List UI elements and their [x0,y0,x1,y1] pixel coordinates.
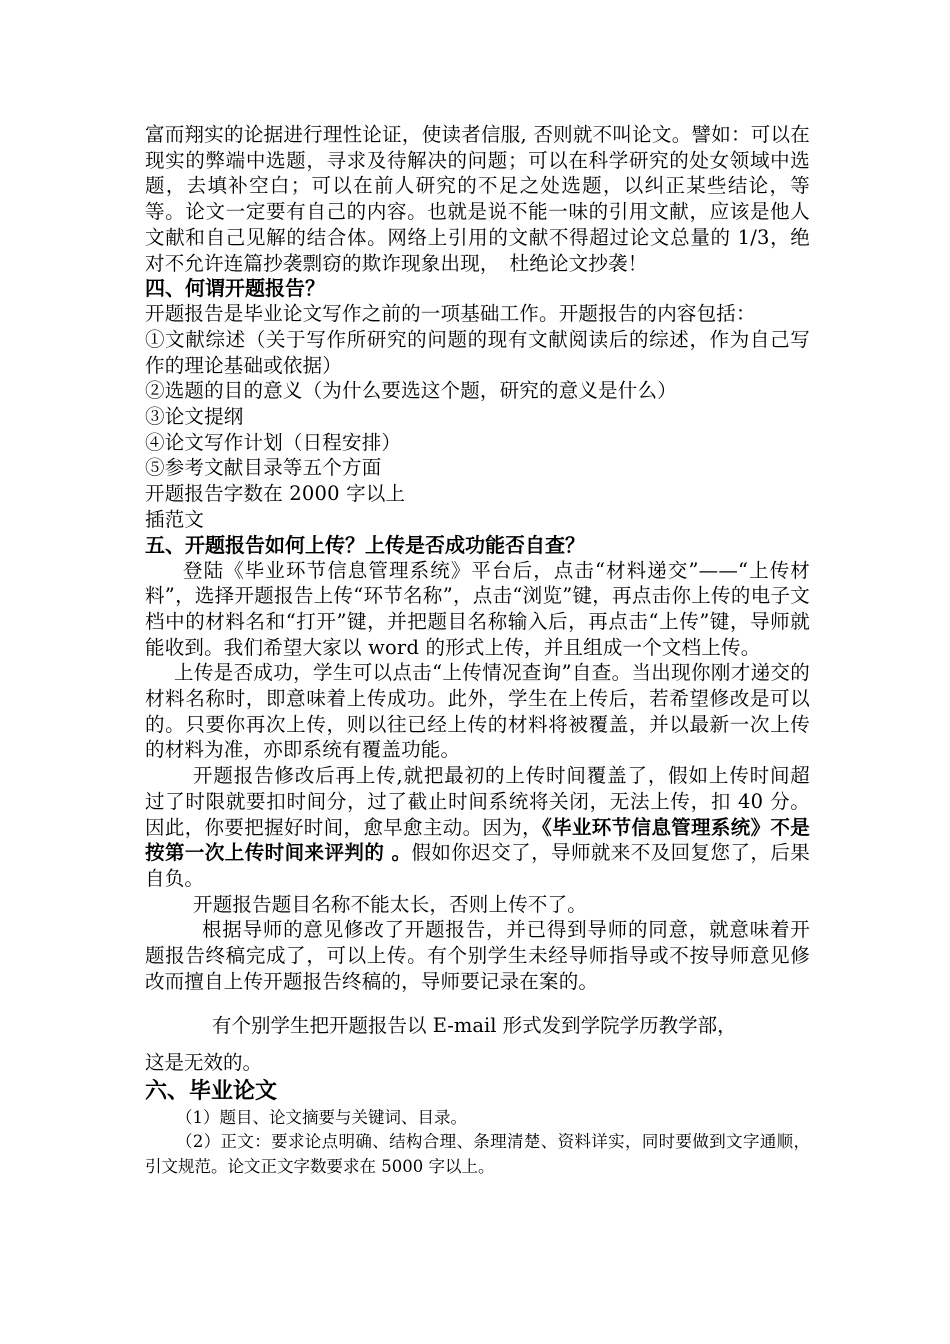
list-item-purpose: ②选题的目的意义（为什么要选这个题，研究的意义是什么） [145,379,677,403]
revision-text-c: 假如你迟交了，导师就来不及回复您了，后果自负。 [145,841,810,890]
heading-section-5: 五、开题报告如何上传？上传是否成功能否自查？ [145,532,585,557]
paragraph-argument: 富而翔实的论据进行理性论证，使读者信服, 否则就不叫论文。譬如：可以在现实的弊端中选题，寻求及待解决的问题；可以在科学研究的处女领域中选题，去填补空白；可以在前人研究的不足之处选题，以纠正某些结论，等等。论文一定要有自己的内容。也就是说不能一味的引用文献，应该是他人文献和自己见解的结合体。网络上引用的文献不得超过论文总量的 1/3，绝对不允许连篇抄袭剽窃的欺诈现象出现， 杜绝论文抄袭！ [145,123,810,275]
revision-text-bold: 《毕业环节信息管理系统》不是按第一次上传时间来评判的 。 [145,815,810,865]
list-item-literature-review: ①文献综述（关于写作所研究的问题的现有文献阅读后的综述，作为自己写作的理论基础或依据） [145,327,810,377]
paragraph-upload-steps: 登陆《毕业环节信息管理系统》平台后，点击“材料递交”——“上传材料”，选择开题报告上传“环节名称”，点击“浏览”键，再点击你上传的电子文档中的材料名和“打开”键，并把题目名称输入后，再点击“上传”键，导师就能收到。我们希望大家以 word 的形式上传，并且组成一个文档上传。 [145,558,810,659]
list-item-body-text: （2）正文：要求论点明确、结构合理、条理清楚、资料详实，同时要做到文字通顺，引文规范。论文正文字数要求在 5000 字以上。 [145,1132,810,1176]
paragraph-invalid-note: 这是无效的。 [145,1051,263,1075]
paragraph-email-note: 有个别学生把开题报告以 E-mail 形式发到学院学历教学部， [212,1013,737,1037]
paragraph-title-length: 开题报告题目名称不能太长，否则上传不了。 [193,892,588,916]
paragraph-final-draft: 根据导师的意见修改了开题报告，并已得到导师的同意，就意味着开题报告终稿完成了，可以上传。有个别学生未经导师指导或不按导师意见修改而擅自上传开题报告终稿的，导师要记录在案的。 [145,918,810,993]
list-item-plan: ④论文写作计划（日程安排） [145,430,402,454]
document-page [145,122,810,1179]
paragraph-upload-check: 上传是否成功，学生可以点击“上传情况查询”自查。当出现你刚才递交的材料名称时，即意味着上传成功。此外，学生在上传后，若希望修改是可以的。只要你再次上传，则以往已经上传的材料将被覆盖，并以最新一次上传的材料为准，亦即系统有覆盖功能。 [145,661,810,762]
revision-text-a: 开题报告修改后再上传,就把最初的上传时间覆盖了，假如上传时间超过了时限就要扣时间分，过了截止时间系统将关闭，无法上传，扣 40 分。因此，你要把握好时间，愈早愈主动。因为， [145,764,810,839]
paragraph-proposal-intro: 开题报告是毕业论文写作之前的一项基础工作。开题报告的内容包括： [145,302,756,326]
list-item-references: ⑤参考文献目录等五个方面 [145,456,382,480]
list-item-title-abstract: （1）题目、论文摘要与关键词、目录。 [176,1107,467,1127]
paragraph-sample-note: 插范文 [145,507,205,531]
paragraph-word-count: 开题报告字数在 2000 字以上 [145,482,406,506]
paragraph-upload-revision [145,763,810,892]
list-item-outline: ③论文提纲 [145,405,244,429]
heading-section-6: 六、毕业论文 [145,1078,278,1104]
heading-section-4: 四、何谓开题报告？ [145,276,325,301]
